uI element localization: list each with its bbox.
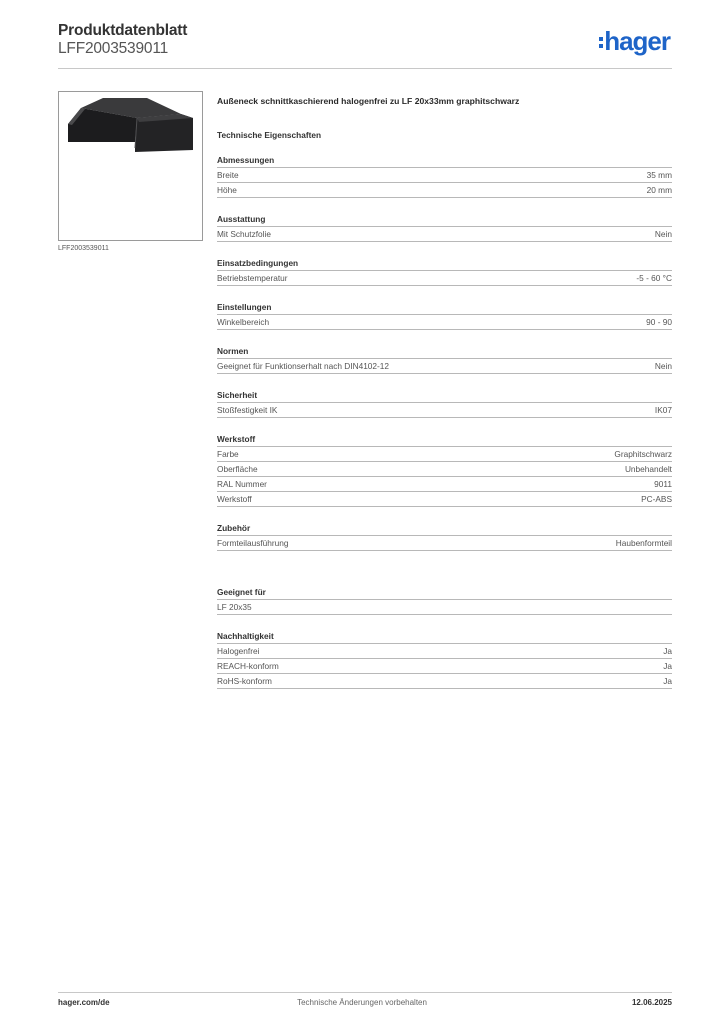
property-label: Geeignet für Funktionserhalt nach DIN4102-12 [217, 361, 390, 371]
section-abmessungen [217, 155, 672, 198]
property-value: -5 - 60 °C [636, 273, 672, 283]
section-einstellungen [217, 302, 672, 330]
footer-date: 12.06.2025 [631, 998, 672, 1007]
property-label: Breite [217, 170, 239, 180]
property-row [217, 492, 672, 507]
header-divider [58, 68, 672, 69]
document-title: Produktdatenblatt [58, 22, 188, 39]
property-label: Farbe [217, 449, 239, 459]
property-row [217, 644, 672, 659]
property-value: Haubenformteil [615, 538, 672, 548]
footer-divider [58, 992, 672, 993]
section-title: Geeignet für [217, 587, 672, 600]
section-title: Abmessungen [217, 155, 672, 168]
property-row [217, 359, 672, 374]
property-value: 20 mm [646, 185, 672, 195]
property-value: Graphitschwarz [614, 449, 672, 459]
section-normen [217, 346, 672, 374]
property-row [217, 462, 672, 477]
property-row [217, 600, 672, 615]
property-label: Stoßfestigkeit IK [217, 405, 278, 415]
section-title: Zubehör [217, 523, 672, 536]
property-row [217, 315, 672, 330]
section-nachhaltigkeit [217, 631, 672, 689]
hager-logo [599, 28, 670, 54]
property-value: Ja [663, 661, 672, 671]
page-header [58, 22, 672, 68]
property-row [217, 271, 672, 286]
property-label: Höhe [217, 185, 237, 195]
section-title: Sicherheit [217, 390, 672, 403]
property-label: RAL Nummer [217, 479, 267, 489]
logo-wordmark: hager [604, 26, 670, 56]
property-row [217, 674, 672, 689]
property-label: LF 20x35 [217, 602, 252, 612]
property-label: Formteilausführung [217, 538, 289, 548]
property-label: Betriebstemperatur [217, 273, 288, 283]
property-value: Ja [663, 676, 672, 686]
footer-disclaimer: Technische Änderungen vorbehalten [297, 998, 427, 1007]
section-geeignet-fuer [217, 587, 672, 615]
property-value: IK07 [654, 405, 672, 415]
property-row [217, 403, 672, 418]
property-label: Winkelbereich [217, 317, 270, 327]
property-value: 35 mm [646, 170, 672, 180]
property-value: PC-ABS [641, 494, 672, 504]
property-label: Halogenfrei [217, 646, 260, 656]
corner-piece-icon [59, 92, 202, 240]
section-title: Einsatzbedingungen [217, 258, 672, 271]
section-title: Normen [217, 346, 672, 359]
property-row [217, 477, 672, 492]
section-einsatzbedingungen [217, 258, 672, 286]
section-zubehoer [217, 523, 672, 551]
property-value: 90 - 90 [646, 317, 672, 327]
property-row [217, 183, 672, 198]
section-title: Einstellungen [217, 302, 672, 315]
property-row [217, 168, 672, 183]
section-ausstattung [217, 214, 672, 242]
section-title: Ausstattung [217, 214, 672, 227]
product-title: Außeneck schnittkaschierend halogenfrei zu LF 20x33mm graphitschwarz [217, 96, 520, 106]
logo-colon-icon [599, 37, 603, 48]
product-number: LFF2003539011 [58, 40, 169, 57]
property-row [217, 659, 672, 674]
property-row [217, 447, 672, 462]
property-label: REACH-konform [217, 661, 279, 671]
footer-website-link[interactable]: hager.com/de [58, 998, 110, 1007]
section-sicherheit [217, 390, 672, 418]
property-label: RoHS-konform [217, 676, 272, 686]
property-value: Nein [654, 229, 672, 239]
property-label: Werkstoff [217, 494, 252, 504]
section-title: Nachhaltigkeit [217, 631, 672, 644]
technical-properties-heading: Technische Eigenschaften [217, 130, 322, 140]
image-caption: LFF2003539011 [58, 245, 109, 252]
property-row [217, 227, 672, 242]
product-image [58, 91, 203, 241]
property-row [217, 536, 672, 551]
property-value: Ja [663, 646, 672, 656]
section-werkstoff [217, 434, 672, 507]
datasheet-content [217, 96, 672, 689]
section-title: Werkstoff [217, 434, 672, 447]
property-value: 9011 [654, 479, 672, 489]
property-value: Nein [654, 361, 672, 371]
property-label: Mit Schutzfolie [217, 229, 271, 239]
property-label: Oberfläche [217, 464, 258, 474]
property-value: Unbehandelt [624, 464, 672, 474]
